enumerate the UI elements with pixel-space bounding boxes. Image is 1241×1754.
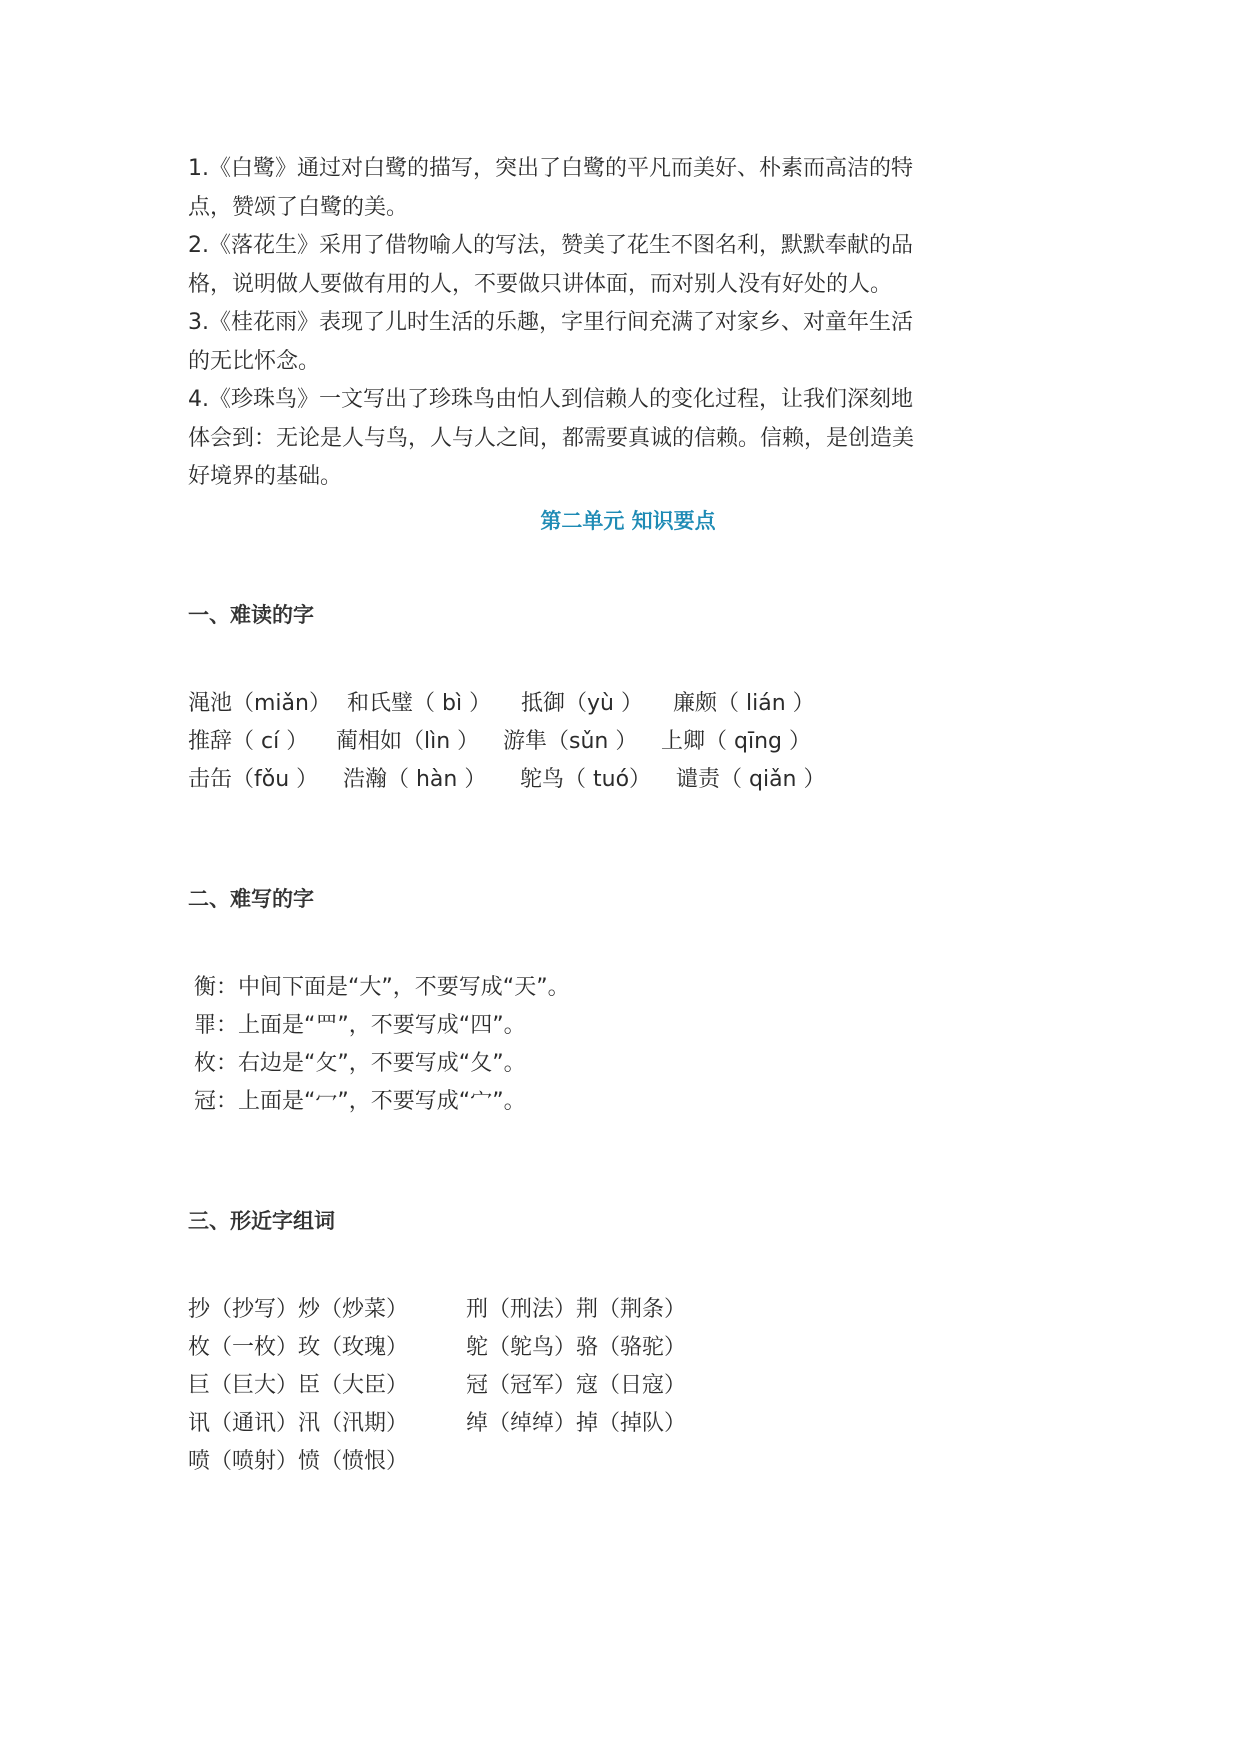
pinyin-item: 抵御（yù ） (521, 691, 643, 716)
pinyin-item: 渑池（miǎn） (188, 691, 331, 716)
writing-note: 冠：上面是“冖”，不要写成“宀”。 (194, 1089, 526, 1114)
summary-paragraph-1: 1.《白鹭》通过对白鹭的描写，突出了白鹭的平凡而美好、朴素而高洁的特点，赞颂了白鹭的美。 (188, 156, 913, 220)
word-group: 枚（一枚）玫（玫瑰） (188, 1335, 409, 1360)
word-group: 讯（通讯）汛（汛期） (188, 1411, 409, 1436)
pinyin-item: 蔺相如（lìn ） (336, 729, 480, 754)
summary-paragraph-3: 3.《桂花雨》表现了儿时生活的乐趣，字里行间充满了对家乡、对童年生活的无比怀念。 (188, 310, 913, 374)
word-group: 冠（冠军）寇（日寇） (466, 1373, 687, 1398)
section-title-hard-to-read: 一、难读的字 (188, 603, 314, 627)
summary-paragraph-4: 4.《珍珠鸟》一文写出了珍珠鸟由怕人到信赖人的变化过程，让我们深刻地体会到：无论是人与鸟，人与人之间，都需要真诚的信赖。信赖，是创造美好境界的基础。 (188, 387, 915, 489)
word-group: 抄（抄写）炒（炒菜） (188, 1297, 409, 1322)
word-group: 刑（刑法）荆（荆条） (466, 1297, 687, 1322)
pinyin-item: 推辞（ cí ） (188, 729, 309, 754)
unit-title: 第二单元 知识要点 (540, 509, 716, 533)
writing-note: 衡：中间下面是“大”，不要写成“天”。 (194, 975, 570, 1000)
pinyin-item: 鸵鸟（ tuó） (520, 767, 652, 792)
summary-paragraph-2: 2.《落花生》采用了借物喻人的写法，赞美了花生不图名利，默默奉献的品格，说明做人要做有用的人，不要做只讲体面，而对别人没有好处的人。 (188, 233, 913, 297)
pinyin-item: 浩瀚（ hàn ） (343, 767, 487, 792)
pinyin-item: 廉颇（ lián ） (673, 691, 815, 716)
section-title-similar-characters: 三、形近字组词 (188, 1209, 335, 1233)
word-group: 鸵（鸵鸟）骆（骆驼） (466, 1335, 687, 1360)
intro-summary (188, 150, 928, 497)
pinyin-item: 上卿（ qīng ） (661, 729, 811, 754)
writing-note: 枚：右边是“攵”，不要写成“夂”。 (194, 1051, 526, 1076)
word-group: 绰（绰绰）掉（掉队） (466, 1411, 687, 1436)
word-group: 喷（喷射）愤（愤恨） (188, 1449, 409, 1474)
writing-note: 罪：上面是“罒”，不要写成“四”。 (194, 1013, 526, 1038)
section-title-hard-to-write: 二、难写的字 (188, 887, 314, 911)
word-group: 巨（巨大）臣（大臣） (188, 1373, 409, 1398)
pinyin-item: 游隼（sǔn ） (503, 729, 638, 754)
pinyin-item: 和氏璧（ bì ） (347, 691, 492, 716)
pinyin-item: 谴责（ qiǎn ） (676, 767, 826, 792)
pinyin-item: 击缶（fǒu ） (188, 767, 319, 792)
